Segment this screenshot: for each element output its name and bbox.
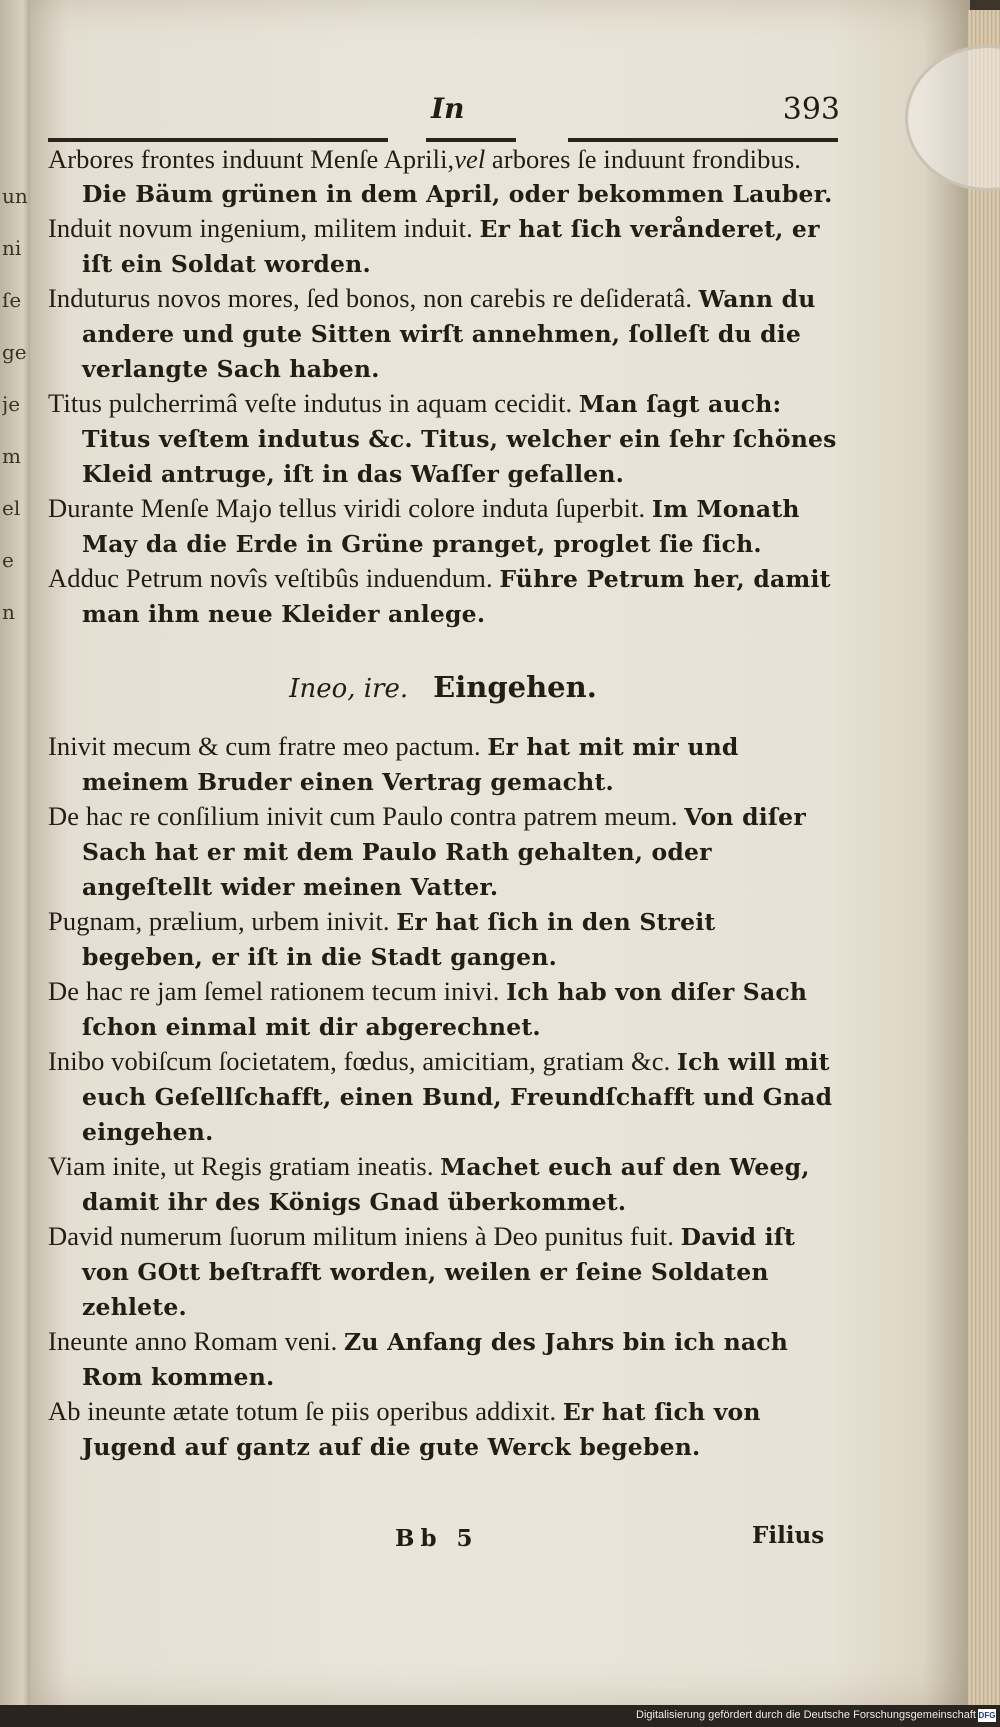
entry-latin: Induturus novos mores, ſed bonos, non carebis re deſideratâ.: [48, 283, 693, 313]
entry-latin: Titus pulcherrimâ veſte indutus in aquam cecidit.: [48, 388, 573, 418]
lemma-german: Eingehen.: [433, 670, 597, 704]
dictionary-entry: [48, 491, 838, 561]
entry-latin: Adduc Petrum novîs veſtibûs induendum.: [48, 563, 493, 593]
entry-german: Von diſer Sach hat er mit dem Paulo Rath gehalten, oder angeſtellt wider meinen Vatter.: [82, 803, 806, 901]
entry-german: Ich hab von diſer Sach ſchon einmal mit dir abgerechnet.: [82, 978, 808, 1041]
header-rule: [48, 138, 388, 142]
dictionary-entry: [48, 142, 838, 211]
dictionary-entry: [48, 561, 838, 631]
lemma-latin: Ineo, ire.: [289, 674, 409, 704]
entry-german: David iſt von GOtt beſtrafft worden, weilen er ſeine Soldaten zehlete.: [82, 1223, 796, 1321]
dictionary-entry: [48, 281, 838, 386]
prev-fragment: je: [2, 392, 21, 416]
prev-fragment: un: [2, 184, 28, 208]
entry-latin: De hac re conſilium inivit cum Paulo contra patrem meum.: [48, 801, 678, 831]
prev-fragment: m: [2, 444, 21, 468]
entry-german: Führe Petrum her, damit man ihm neue Kleider anlege.: [82, 565, 831, 628]
entry-latin: Ineunte anno Romam veni.: [48, 1326, 338, 1356]
dictionary-entry: [48, 974, 838, 1044]
dictionary-entry: [48, 386, 838, 491]
entry-german: Ich will mit euch Geſellſchafft, einen Bund, Freundſchafft und Gnad eingehen.: [82, 1048, 833, 1146]
entry-latin: Arbores frontes induunt Menſe Aprili,: [48, 144, 455, 174]
entries-block-1: [48, 142, 838, 631]
page-block-edge: [968, 10, 1000, 1705]
entry-german: Im Monath May da die Erde in Grüne pranget, proglet ſie ſich.: [82, 495, 800, 558]
entry-latin: Pugnam, prælium, urbem inivit.: [48, 906, 390, 936]
dictionary-entry: [48, 1044, 838, 1149]
scan-credit: Digitalisierung gefördert durch die Deutsche Forschungsgemeinschaft: [636, 1709, 976, 1721]
prev-fragment: e: [2, 548, 14, 572]
entry-german: Er hat mit mir und meinem Bruder einen Vertrag gemacht.: [82, 733, 739, 796]
running-head: In: [431, 92, 465, 125]
dictionary-entry: [48, 1219, 838, 1324]
dictionary-entry: [48, 1149, 838, 1219]
signature-mark: Bb 5: [395, 1525, 479, 1552]
entry-latin: Inivit mecum & cum fratre meo pactum.: [48, 731, 481, 761]
entry-german: Wann du andere und gute Sitten wirſt annehmen, ſolleſt du die verlangte Sach haben.: [82, 285, 816, 383]
prev-fragment: ni: [2, 236, 22, 260]
entry-latin: Inibo vobiſcum ſocietatem, fœdus, amicitiam, gratiam &c.: [48, 1046, 671, 1076]
entry-latin: Induit novum ingenium, militem induit.: [48, 213, 473, 243]
header-rule: [426, 138, 516, 142]
entry-german: Man ſagt auch: Titus veſtem indutus &c. Titus, welcher ein ſehr ſchönes Kleid antruge, iſt in das Waſſer gefallen.: [82, 390, 837, 488]
prev-fragment: n: [2, 600, 15, 624]
prev-fragment: ge: [2, 340, 27, 364]
entries-block-2: [48, 729, 838, 1464]
entry-latin-continued: arbores ſe induunt frondibus.: [485, 144, 801, 174]
page-header: [48, 92, 838, 142]
page-text: [48, 92, 838, 1464]
dictionary-entry: [48, 211, 838, 281]
header-rule: [568, 138, 838, 142]
prev-fragment: ſe: [2, 288, 22, 312]
dictionary-entry: [48, 1324, 838, 1394]
entry-latin: Viam inite, ut Regis gratiam ineatis.: [48, 1151, 434, 1181]
entry-german: Er hat ſich verånderet, er iſt ein Soldat worden.: [82, 215, 820, 278]
entry-german: Er hat ſich von Jugend auf gantz auf die gute Werck begeben.: [82, 1398, 761, 1461]
dictionary-entry: [48, 1394, 838, 1464]
dictionary-entry: [48, 799, 838, 904]
entry-latin: Durante Menſe Majo tellus viridi colore induta ſuperbit.: [48, 493, 646, 523]
entry-latin: David numerum ſuorum militum iniens à Deo punitus fuit.: [48, 1221, 674, 1251]
entry-german: Machet euch auf den Weeg, damit ihr des Königs Gnad überkommet.: [82, 1153, 810, 1216]
catchword: Filius: [752, 1522, 825, 1549]
entry-german: Zu Anfang des Jahrs bin ich nach Rom kommen.: [82, 1328, 789, 1391]
dictionary-entry: [48, 904, 838, 974]
lemma-heading: [48, 669, 838, 707]
dictionary-entry: [48, 729, 838, 799]
page-number: 393: [782, 92, 840, 127]
dfg-logo: DFG: [978, 1711, 996, 1720]
entry-latin: De hac re jam ſemel rationem tecum inivi.: [48, 976, 500, 1006]
entry-latin-italic: vel: [454, 144, 486, 174]
entry-german: Die Bäum grünen in dem April, oder bekommen Lauber.: [82, 180, 833, 208]
entry-german: Er hat ſich in den Streit begeben, er iſt in die Stadt gangen.: [82, 908, 716, 971]
prev-fragment: el: [2, 496, 21, 520]
entry-latin: Ab ineunte ætate totum ſe piis operibus addixit.: [48, 1396, 557, 1426]
